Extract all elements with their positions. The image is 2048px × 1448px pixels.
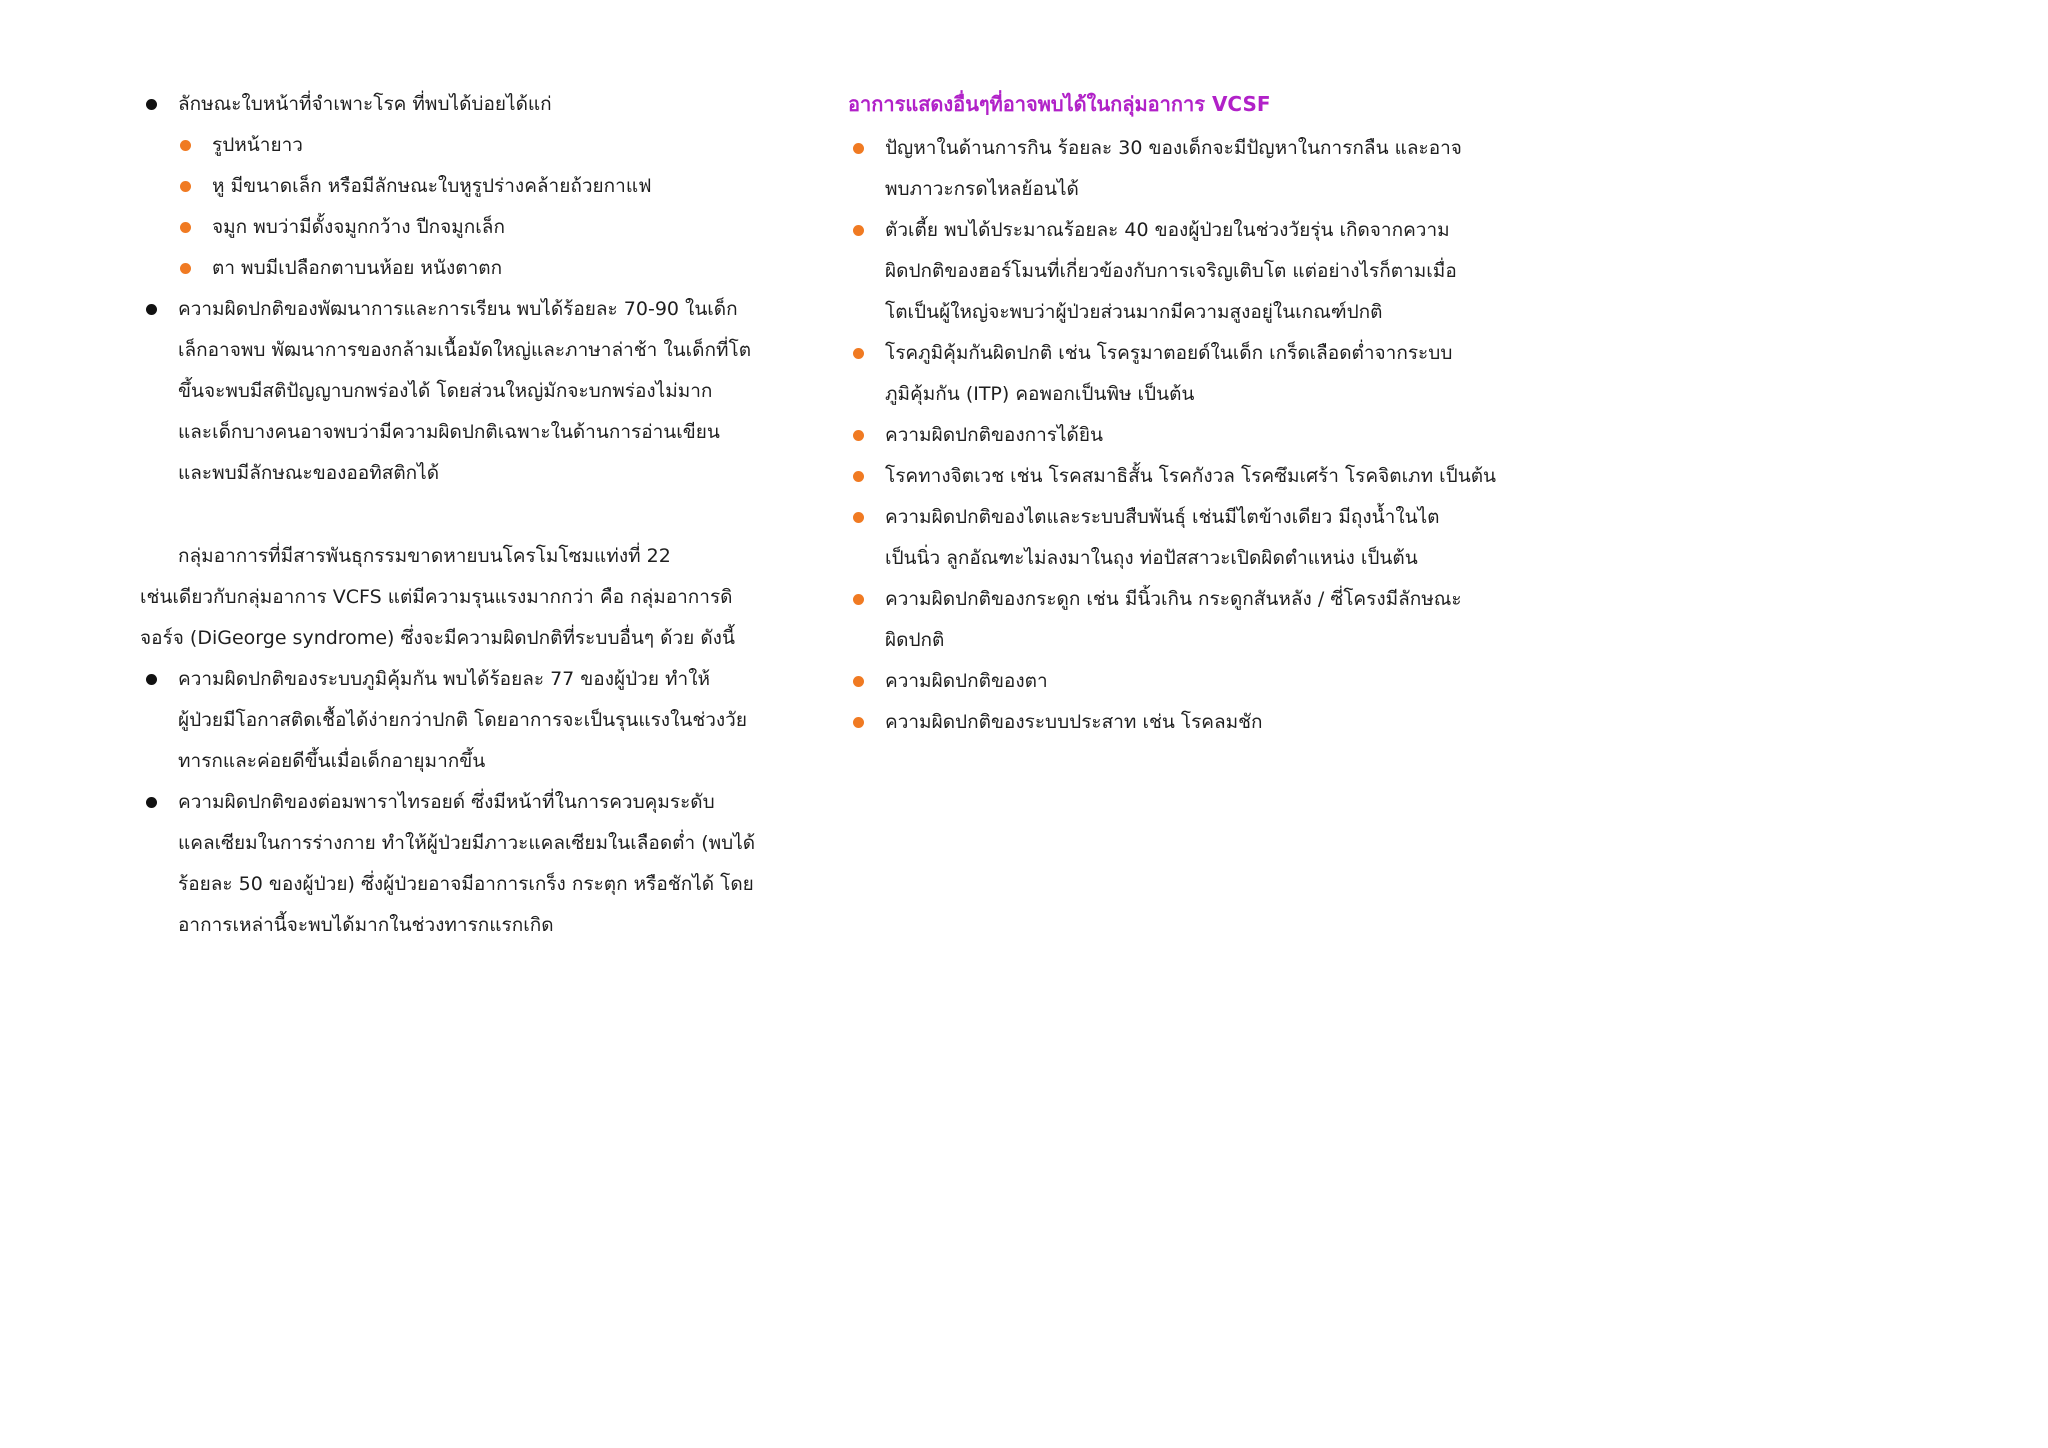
text-line: โรคภูมิคุ้มกันผิดปกติ เช่น โรครูมาตอยด์ในเด็ก เกร็ดเลือดต่ำจากระบบ [885,342,1453,364]
text-line: อาการเหล่านี้จะพบได้มากในช่วงทารกแรกเกิด [178,914,554,936]
text-line: และเด็กบางคนอาจพบว่ามีความผิดปกติเฉพาะในด้านการอ่านเขียน [178,421,720,443]
list-item-hearing [848,415,1488,456]
bullet-facial-features [140,84,780,125]
bullet-immune [140,659,780,782]
text-line: และพบมีลักษณะของออทิสติกได้ [178,462,440,484]
text-line: ผู้ป่วยมีโอกาสติดเชื้อได้ง่ายกว่าปกติ โดยอาการจะเป็นรุนแรงในช่วงวัย [178,709,747,731]
orange-bullet-dot [180,222,191,233]
list-item-psychiatric [848,456,1497,497]
left-column [140,84,780,946]
sub-bullet-text: ตา พบมีเปลือกตาบนห้อย หนังตาตก [212,257,503,279]
text-line: จอร์จ (DiGeorge syndrome) ซึ่งจะมีความผิดปกติที่ระบบอื่นๆ ด้วย ดังนี้ [140,627,735,649]
text-line: เช่นเดียวกับกลุ่มอาการ VCFS แต่มีความรุนแรงมากกว่า คือ กลุ่มอาการดิ [140,586,733,608]
digeorge-paragraph [140,536,780,659]
orange-bullet-dot [853,717,864,728]
text-line: ความผิดปกติของการได้ยิน [885,424,1104,446]
sub-bullet-text: จมูก พบว่ามีดั้งจมูกกว้าง ปีกจมูกเล็ก [212,216,505,238]
text-line: ความผิดปกติของระบบประสาท เช่น โรคลมชัก [885,711,1263,733]
text-line: ร้อยละ 50 ของผู้ป่วย) ซึ่งผู้ป่วยอาจมีอาการเกร็ง กระตุก หรือชักได้ โดย [178,873,754,895]
text-line: ความผิดปกติของตา [885,670,1048,692]
text-line: กลุ่มอาการที่มีสารพันธุกรรมขาดหายบนโครโมโซมแท่งที่ 22 [178,545,671,567]
paragraph-gap [140,494,780,536]
list-item-bone [848,579,1488,661]
sub-bullet-text: หู มีขนาดเล็ก หรือมีลักษณะใบหูรูปร่างคล้ายถ้วยกาแฟ [212,175,652,197]
bullet-dot [146,304,157,315]
orange-bullet-dot [180,181,191,192]
text-line: ความผิดปกติของกระดูก เช่น มีนิ้วเกิน กระดูกสันหลัง / ซี่โครงมีลักษณะ [885,588,1462,610]
orange-bullet-dot [853,430,864,441]
text-line: ตัวเตี้ย พบได้ประมาณร้อยละ 40 ของผู้ป่วยในช่วงวัยรุ่น เกิดจากความ [885,219,1450,241]
list-item-autoimmune [848,333,1488,415]
sub-bullet-text: รูปหน้ายาว [212,134,303,156]
orange-bullet-dot [853,676,864,687]
text-line: ผิดปกติ [885,629,945,651]
orange-bullet-dot [180,140,191,151]
text-line: พบภาวะกรดไหลย้อนได้ [885,178,1079,200]
text-line: ขึ้นจะพบมีสติปัญญาบกพร่องได้ โดยส่วนใหญ่มักจะบกพร่องไม่มาก [178,380,713,402]
section-heading: อาการแสดงอื่นๆที่อาจพบได้ในกลุ่มอาการ VCSF [848,92,1271,116]
bullet-parathyroid [140,782,780,946]
list-item-eating [848,128,1488,210]
bullet-development [140,289,780,494]
text-line: โตเป็นผู้ใหญ่จะพบว่าผู้ป่วยส่วนมากมีความสูงอยู่ในเกณฑ์ปกติ [885,301,1383,323]
text-line: ความผิดปกติของไตและระบบสืบพันธุ์ เช่นมีไตข้างเดียว มีถุงน้ำในไต [885,506,1440,528]
list-item-short-stature [848,210,1488,333]
text-line: ภูมิคุ้มกัน (ITP) คอพอกเป็นพิษ เป็นต้น [885,383,1195,405]
text-line: เล็กอาจพบ พัฒนาการของกล้ามเนื้อมัดใหญ่และภาษาล่าช้า ในเด็กที่โต [178,339,752,361]
list-item-nervous [848,702,1488,743]
text-line: เป็นนิ่ว ลูกอัณฑะไม่ลงมาในถุง ท่อปัสสาวะเปิดผิดตำแหน่ง เป็นต้น [885,547,1418,569]
list-item-eye [848,661,1488,702]
list-item-kidney [848,497,1488,579]
orange-bullet-dot [853,512,864,523]
facial-features-intro: ลักษณะใบหน้าที่จำเพาะโรค ที่พบได้บ่อยได้แก่ [178,93,552,115]
text-line: ความผิดปกติของระบบภูมิคุ้มกัน พบได้ร้อยละ 77 ของผู้ป่วย ทำให้ [178,668,711,690]
sub-bullet-nose [140,207,780,248]
orange-bullet-dot [853,348,864,359]
sub-bullet-eye [140,248,780,289]
text-line: โรคทางจิตเวช เช่น โรคสมาธิสั้น โรคกังวล โรคซึมเศร้า โรคจิตเภท เป็นต้น [885,465,1497,487]
text-line: ความผิดปกติของต่อมพาราไทรอยด์ ซึ่งมีหน้าที่ในการควบคุมระดับ [178,791,715,813]
orange-bullet-dot [853,594,864,605]
orange-bullet-dot [853,471,864,482]
bullet-dot [146,797,157,808]
orange-bullet-dot [180,263,191,274]
text-line: ทารกและค่อยดีขึ้นเมื่อเด็กอายุมากขึ้น [178,750,486,772]
text-line: แคลเซียมในการร่างกาย ทำให้ผู้ป่วยมีภาวะแคลเซียมในเลือดต่ำ (พบได้ [178,832,756,854]
bullet-dot [146,674,157,685]
sub-bullet-ear [140,166,780,207]
text-line: ปัญหาในด้านการกิน ร้อยละ 30 ของเด็กจะมีปัญหาในการกลืน และอาจ [885,137,1462,159]
text-line: ความผิดปกติของพัฒนาการและการเรียน พบได้ร้อยละ 70-90 ในเด็ก [178,298,738,320]
orange-bullet-dot [853,225,864,236]
bullet-dot [146,99,157,110]
sub-bullet-face [140,125,780,166]
text-line: ผิดปกติของฮอร์โมนที่เกี่ยวข้องกับการเจริญเติบโต แต่อย่างไรก็ตามเมื่อ [885,260,1457,282]
orange-bullet-dot [853,143,864,154]
right-column [848,84,1497,743]
